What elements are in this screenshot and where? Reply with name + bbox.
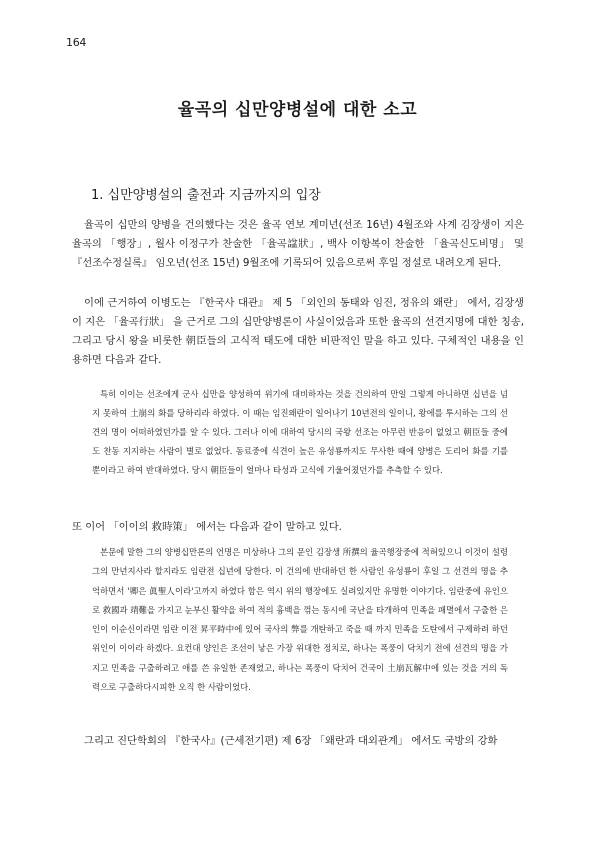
page-title: 율곡의 십만양병설에 대한 소고 [177, 100, 418, 120]
section-heading: 1. 십만양병설의 출전과 지금까지의 입장 [91, 188, 321, 203]
page-number: 164 [66, 36, 87, 49]
body-paragraph-4: 그리고 진단학회의 『한국사』(근세전기편) 제 6장 「왜란과 대외관계」 에서도 국방의 강화 [84, 735, 498, 747]
block-quote-1: 특히 이이는 선조에게 군사 십만을 양성하여 위기에 대비하자는 것을 건의하여 만일 그렇게 아니하면 십년을 넘지 못하여 土崩의 화를 당하리라 하였다. 이 때는 임진왜란이 일어나기 10년전의 일이니, 왕에를 투시하는 그의 선견의 명이 어떠하였던가를 알 수 있다. 그러나 이에 대하여 당시의 국왕 선조는 아무런 반응이 없었고 朝臣들 중에도 찬동 지지하는 사람이 별로 없었다. 동료중에 식견이 높은 유성룡까지도 무사한 때에 양병은 도리어 화를 기를 뿐이라고 하여 반대하였다. 당시 朝臣들이 얼마나 타성과 고식에 기울어졌던가를 추측할 수 있다. [92, 389, 508, 475]
body-paragraph-2: 이에 근거하여 이병도는 『한국사 대관』 제 5 「외인의 동태와 임진, 정유의 왜란」 에서, 김장생이 지은 「율곡行狀」 을 근거로 그의 십만양병론이 사실이었음과 또한 율곡의 선견지명에 대한 칭송, 그리고 당시 왕을 비롯한 朝臣들의 고식적 태도에 대한 비판적인 말을 하고 있다. 구체적인 내용을 인용하면 다음과 같다. [72, 297, 524, 366]
body-paragraph-3: 또 이어 「이이의 救時策」 에서는 다음과 같이 말하고 있다. [72, 521, 342, 533]
block-quote-2: 본문에 말한 그의 양병십만론의 언명은 미상하나 그의 문인 김장생 所撰의 율곡행장중에 적혀있으니 이것이 설령 그의 만년지사라 할지라도 임란전 십년에 당한다. 이 건의에 반대하던 한 사람인 유성룡이 후일 그 선견의 명을 추억하면서 '卿은 眞聖人이라'고까지 하였다 함은 역시 위의 행장에도 실려있지만 유명한 이야기다. 임란중에 유인으로 救國과 靖難을 가지고 눈부신 활약을 하여 적의 흉백을 꺾는 동시에 국난을 타개하여 민족을 패멸에서 구출한 은인이 이순신이라면 임란 이전 昇平時中에 있어 국사의 弊를 개탄하고 죽을 때 까지 민족을 도탄에서 구제하려 하던 위인이 이이라 하겠다. 요컨대 양인은 조선이 낳은 가장 위대한 정치로, 하나는 폭풍이 닥치기 전에 선견의 명을 가지고 민족을 구출하려고 애를 쓴 유일한 존재였고, 하나는 폭풍이 닥치어 건국이 土崩瓦解中에 있는 것을 거의 독력으로 구출하다시피한 오직 한 사람이었다. [92, 547, 508, 693]
body-paragraph-1: 율곡이 십만의 양병을 건의했다는 것은 율곡 연보 계미년(선조 16년) 4월조와 사계 김장생이 지은 율곡의 「행장」, 월사 이정구가 찬술한 「율곡諡狀」, 백사 이항복이 찬술한 「율곡신도비명」 및 『선조수정실록』 임오년(선조 15년) 9월조에 기록되어 있음으로써 후일 정설로 내려오게 된다. [72, 219, 524, 269]
